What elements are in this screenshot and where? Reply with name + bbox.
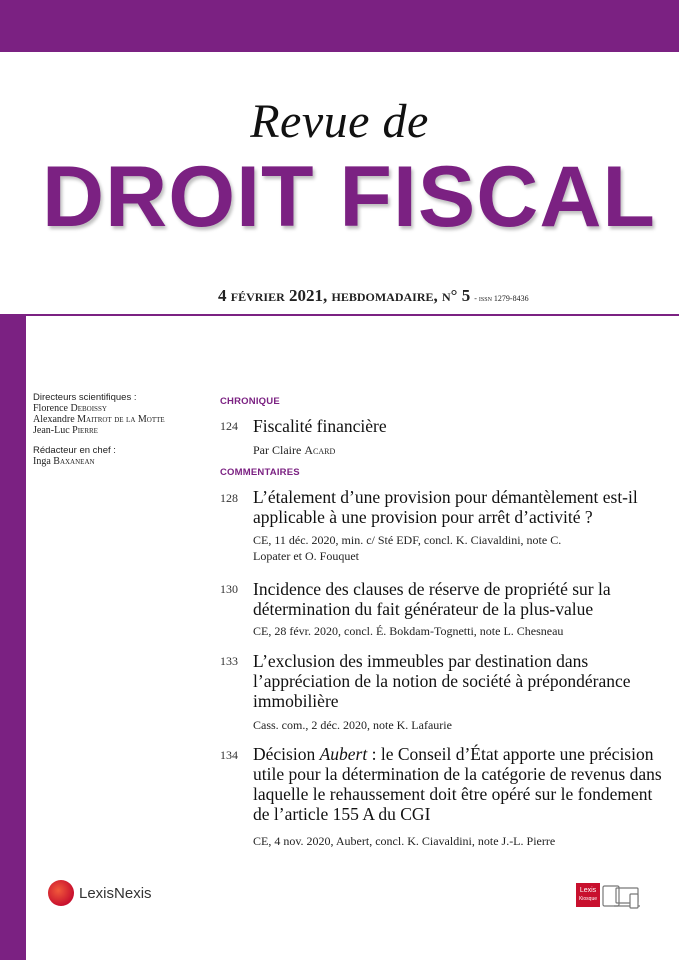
lexis-kiosque-logo: Lexis Kiosque (576, 883, 600, 907)
issn: - issn 1279-8436 (474, 294, 529, 303)
scientific-directors-label: Directeurs scientifiques : (33, 392, 137, 403)
editorial-board (33, 392, 213, 467)
editor-name: Jean-Luc Pierre (33, 425, 98, 436)
masthead-title: DROIT FISCAL (42, 149, 656, 245)
entry-reference: CE, 4 nov. 2020, Aubert, concl. K. Ciavaldini, note J.-L. Pierre (253, 834, 556, 848)
issue-line (218, 286, 529, 306)
chief-editor-label: Rédacteur en chef : (33, 445, 116, 456)
issue-date: 4 février 2021, hebdomadaire, n° 5 (218, 286, 471, 305)
entry-number: 130 (220, 582, 238, 596)
entry-title: Décision Aubert : le Conseil d’État apporte une précision utile pour la détermination de la catégorie de revenus dans laquelle le rehaussement doit être opéré sur le fondement de l’article 155 A du CGI (253, 744, 662, 824)
section-commentaires: COMMENTAIRES (220, 467, 300, 478)
entry-number: 124 (220, 419, 238, 433)
left-color-band (0, 316, 26, 960)
lexisnexis-emblem-icon (48, 880, 74, 906)
chief-editor-name: Inga Baxanean (33, 456, 95, 467)
entry-number: 128 (220, 491, 238, 505)
entry-number: 133 (220, 654, 238, 668)
header-rule (0, 314, 679, 316)
entry-title: Fiscalité financière (253, 416, 387, 436)
entry-title: L’étalement d’une provision pour démantèlement est-il applicable à une provision pour arrêt d’activité ? (253, 487, 638, 527)
publisher-logo (48, 880, 152, 906)
section-chronique: CHRONIQUE (220, 396, 280, 407)
entry-reference: CE, 11 déc. 2020, min. c/ Sté EDF, concl. K. Ciavaldini, note C. Lopater et O. Fouquet (253, 533, 562, 563)
publisher-name: LexisNexis (79, 884, 152, 902)
entry-title: L’exclusion des immeubles par destination dans l’appréciation de la notion de société à prépondérance immobilière (253, 651, 631, 711)
editor-name: Alexandre Maitrot de la Motte (33, 414, 165, 425)
entry-title: Incidence des clauses de réserve de propriété sur la détermination du fait générateur de la plus-value (253, 579, 611, 619)
entry-reference: Cass. com., 2 déc. 2020, note K. Lafaurie (253, 718, 452, 732)
entry-number: 134 (220, 748, 238, 762)
masthead-subtitle: Revue de (250, 95, 429, 148)
editor-name: Florence Deboissy (33, 403, 107, 414)
entry-reference: Par Claire Acard (253, 443, 336, 457)
top-color-band (0, 0, 679, 52)
entry-reference: CE, 28 févr. 2020, concl. É. Bokdam-Tognetti, note L. Chesneau (253, 624, 564, 638)
devices-icon (602, 884, 640, 910)
